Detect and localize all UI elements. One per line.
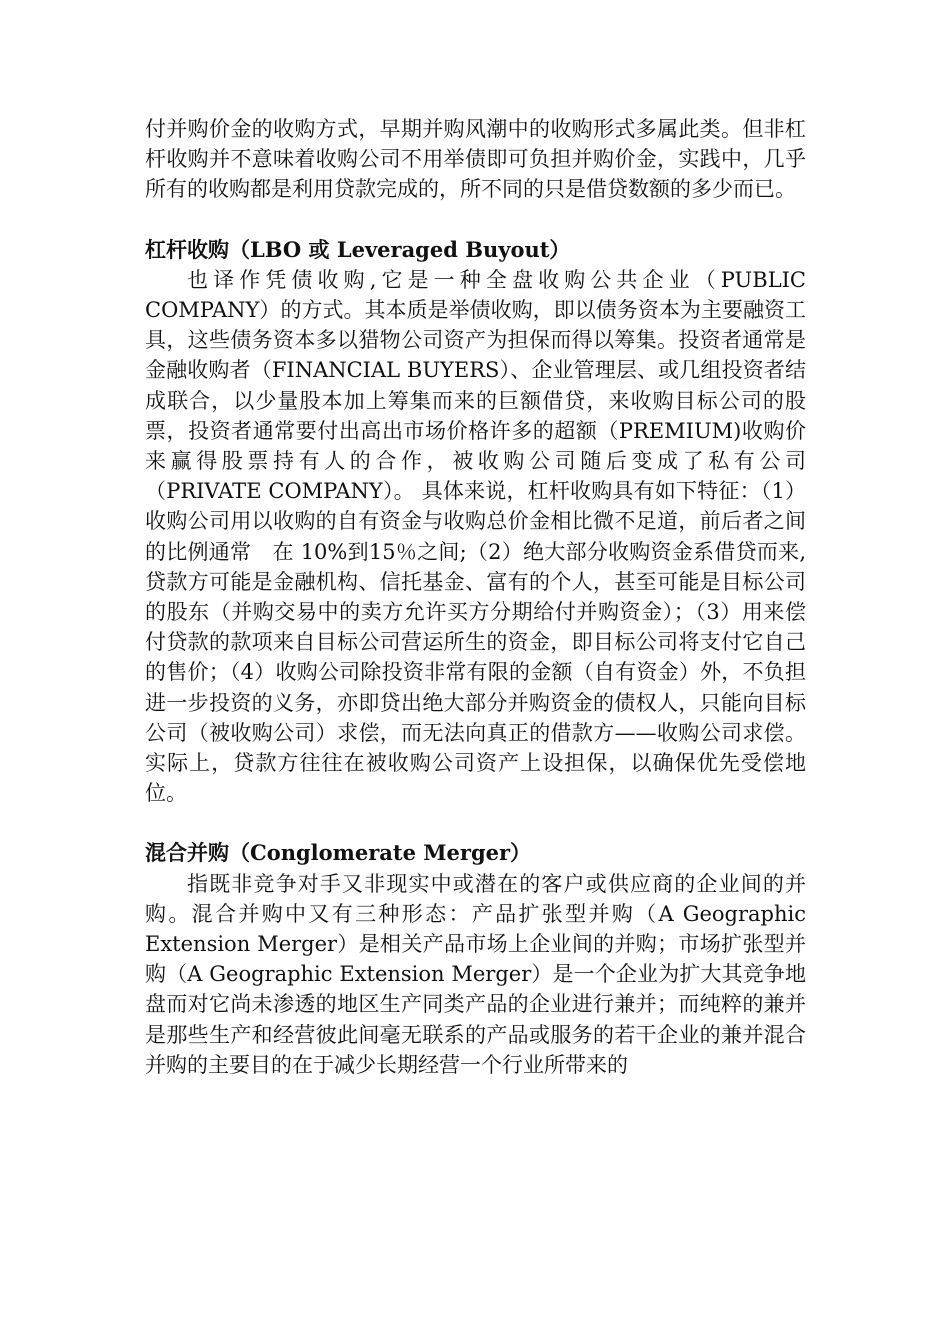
document-page (145, 114, 806, 1080)
section-heading-conglomerate: 混合并购（Conglomerate Merger） (145, 840, 532, 866)
section-spacer (145, 205, 806, 235)
section-spacer (145, 808, 806, 838)
intro-paragraph: 付并购价金的收购方式，早期并购风潮中的收购形式多属此类。但非杠杆收购并不意味着收购公司不用举债即可负担并购价金，实践中，几乎所有的收购都是利用贷款完成的，所不同的只是借贷数额的多少而已。 (145, 117, 806, 202)
section-body-conglomerate: 指既非竞争对手又非现实中或潜在的客户或供应商的企业间的并购。混合并购中又有三种形态：产品扩张型并购（A Geographic Extension Merger）是相关产品市场上企业间的并购；市场扩张型并购（A Geographic Extension Merger）是一个企业为扩大其竞争地盘而对它尚未渗透的地区生产同类产品的企业进行兼并；而纯粹的兼并是那些生产和经营彼此间毫无联系的产品或服务的若干企业的兼并混合并购的主要目的在于减少长期经营一个行业所带来的 (145, 871, 806, 1077)
section-heading-lbo: 杠杆收购（LBO 或 Leveraged Buyout） (145, 236, 571, 262)
section-body-lbo: 也译作凭债收购,它是一种全盘收购公共企业（PUBLIC COMPANY）的方式。其本质是举债收购，即以债务资本为主要融资工具，这些债务资本多以猎物公司资产为担保而得以筹集。投资者通常是金融收购者（FINANCIAL BUYERS）、企业管理层、或几组投资者结成联合，以少量股本加上筹集而来的巨额借贷，来收购目标公司的股票，投资者通常要付出高出市场价格许多的超额（PREMIUM)收购价来赢得股票持有人的合作，被收购公司随后变成了私有公司（PRIVATE COMPANY）。 具体来说，杠杆收购具有如下特征：（1）收购公司用以收购的自有资金与收购总价金相比微不足道，前后者之间的比例通常 在 10%到15％之间;（2）绝大部分收购资金系借贷而来,贷款方可能是金融机构、信托基金、富有的个人，甚至可能是目标公司的股东（并购交易中的卖方允许买方分期给付并购资金）；（3）用来偿付贷款的款项来自目标公司营运所生的资金，即目标公司将支付它自己的售价；（4）收购公司除投资非常有限的金额（自有资金）外，不负担进一步投资的义务，亦即贷出绝大部分并购资金的债权人，只能向目标公司（被收购公司）求偿，而无法向真正的借款方——收购公司求偿。实际上，贷款方往往在被收购公司资产上设担保，以确保优先受偿地位。 (145, 267, 806, 806)
